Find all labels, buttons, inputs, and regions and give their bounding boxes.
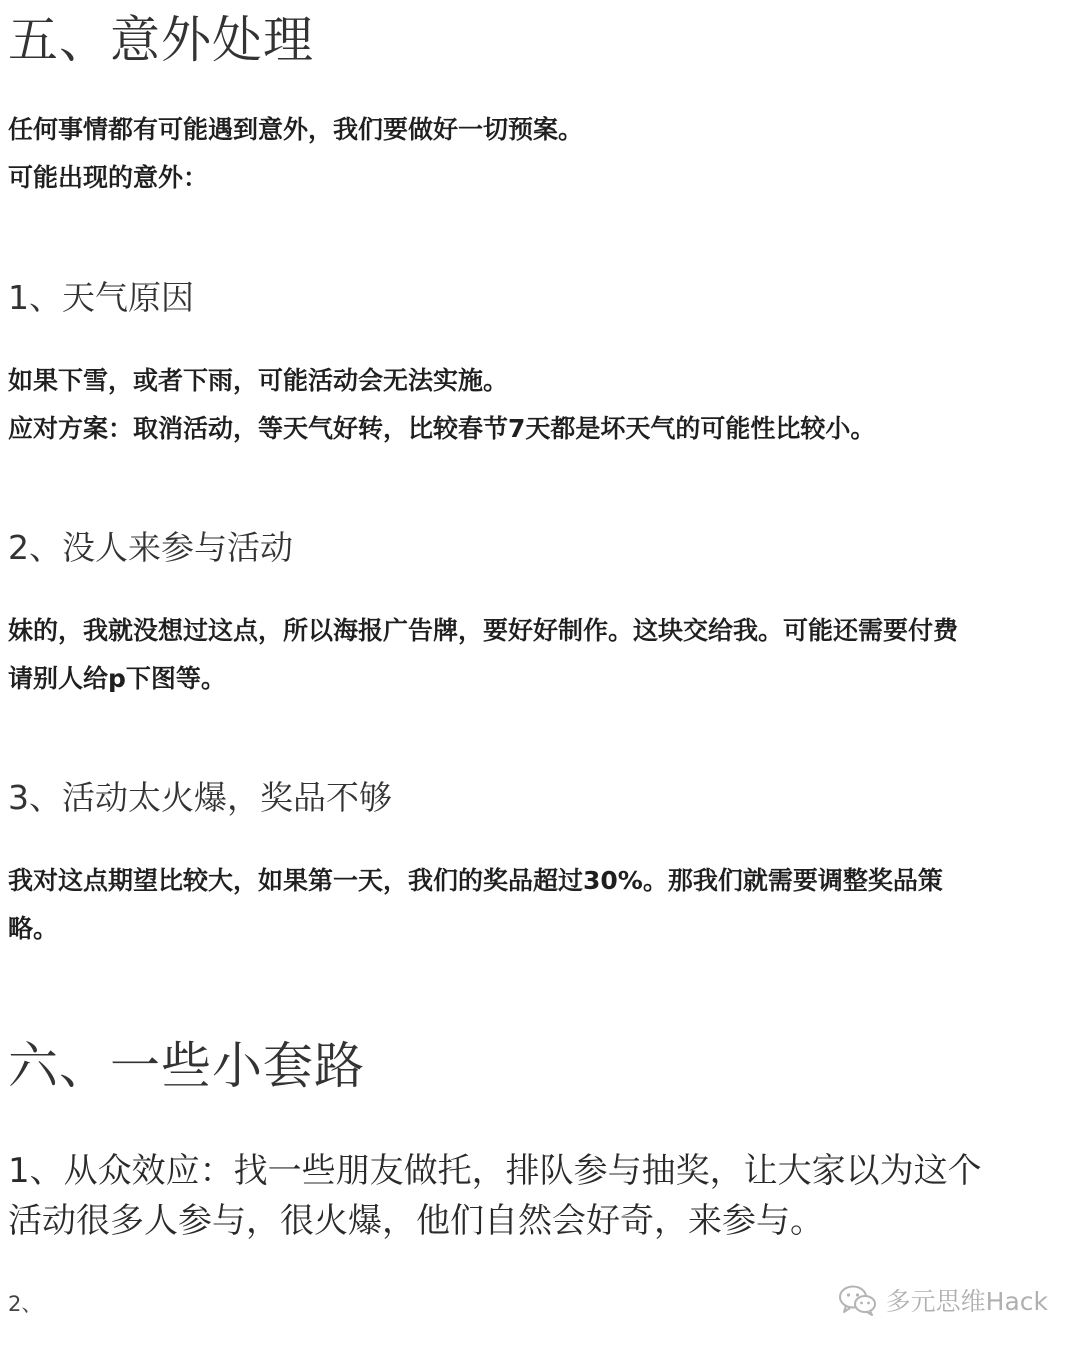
item1-line-2: 应对方案：取消活动，等天气好转，比较春节7天都是坏天气的可能性比较小。: [8, 414, 876, 443]
item2-heading: 2、没人来参与活动: [8, 528, 293, 567]
section6-title: 六、一些小套路: [8, 1037, 365, 1095]
intro-line-1: 任何事情都有可能遇到意外，我们要做好一切预案。: [8, 115, 584, 144]
item1-line-1: 如果下雪，或者下雨，可能活动会无法实施。: [8, 366, 509, 395]
tip1-line-1: 1、从众效应：找一些朋友做托，排队参与抽奖，让大家以为这个: [8, 1151, 982, 1191]
item2-line-1: 妹的，我就没想过这点，所以海报广告牌，要好好制作。这块交给我。可能还需要付费: [8, 616, 959, 645]
wechat-icon: [838, 1284, 878, 1316]
item3-heading: 3、活动太火爆，奖品不够: [8, 778, 392, 817]
item2-line-2: 请别人给p下图等。: [8, 664, 226, 693]
section5-title: 五、意外处理: [8, 11, 314, 69]
item3-line-2: 略。: [8, 914, 59, 943]
intro-line-2: 可能出现的意外：: [8, 163, 209, 192]
tip2-label: 2、: [8, 1292, 43, 1316]
watermark-text: 多元思维Hack: [885, 1287, 1048, 1316]
watermark: [838, 1282, 1048, 1318]
tip1-line-2: 活动很多人参与，很火爆，他们自然会好奇，来参与。: [8, 1201, 824, 1241]
item1-heading: 1、天气原因: [8, 278, 194, 317]
item3-line-1: 我对这点期望比较大，如果第一天，我们的奖品超过30%。那我们就需要调整奖品策: [8, 866, 943, 895]
